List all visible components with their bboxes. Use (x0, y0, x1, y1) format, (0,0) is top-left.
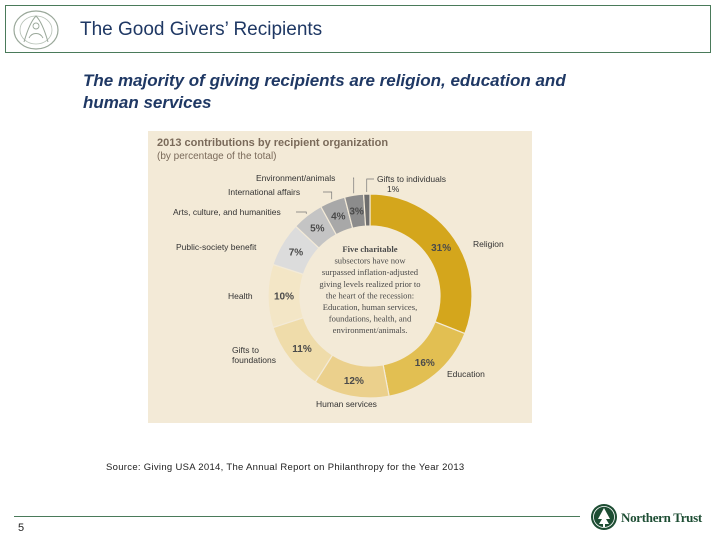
value-label-health: 10% (273, 291, 295, 303)
category-label-education: Education (447, 369, 485, 379)
category-label-gifts-to-foundations: Gifts to foundations (232, 345, 276, 365)
footer-divider (14, 516, 580, 517)
value-label-environment-animals: 3% (349, 206, 364, 218)
page-number: 5 (18, 522, 25, 534)
center-note-text: Five charitable subsectors have now surpassed inflation-adjusted giving levels realized prior to the heart of the recession: Education, human services, foundations, health, and environment/animals. (319, 244, 421, 336)
value-label-education: 16% (414, 357, 435, 369)
donut-chart (148, 131, 532, 423)
category-label-arts-culture-and-humanities: Arts, culture, and humanities (173, 207, 281, 217)
header-bar (5, 5, 711, 53)
leader-line-arts-culture-and-humanities (296, 212, 306, 214)
category-label-international-affairs: International affairs (228, 187, 301, 197)
value-label-gifts-to-foundations: 11% (292, 344, 312, 356)
category-label-gifts-to-individuals: Gifts to individuals 1% (377, 174, 446, 194)
donut-chart-panel (148, 131, 532, 423)
value-label-public-society-benefit: 7% (288, 247, 304, 259)
category-label-environment-animals: Environment/animals (256, 173, 336, 183)
value-label-religion: 31% (431, 243, 452, 255)
page-title: The Good Givers’ Recipients (80, 19, 323, 40)
leader-line-international-affairs (323, 192, 332, 199)
slide-subtitle: The majority of giving recipients are religion, education and human services (83, 71, 566, 112)
category-label-human-services: Human services (316, 399, 377, 409)
chart-title: 2013 contributions by recipient organization (157, 137, 389, 149)
chart-subtitle: (by percentage of the total) (157, 151, 277, 162)
engraved-seal-logo (10, 8, 62, 52)
category-label-public-society-benefit: Public-society benefit (176, 242, 257, 252)
value-label-human-services: 12% (343, 375, 364, 387)
category-label-religion: Religion (473, 239, 504, 249)
brand-name: Northern Trust (621, 510, 702, 525)
brand-logo (590, 503, 716, 533)
category-label-health: Health (228, 291, 253, 301)
northern-trust-tree-icon (590, 503, 618, 531)
value-label-arts-culture-and-humanities: 5% (310, 223, 325, 235)
source-note: Source: Giving USA 2014, The Annual Report on Philanthropy for the Year 2013 (106, 462, 465, 473)
leader-line-environment-animals (353, 178, 354, 193)
value-label-international-affairs: 4% (331, 211, 346, 223)
leader-line-gifts-to-individuals (367, 179, 374, 192)
chart-center-note (319, 244, 420, 335)
